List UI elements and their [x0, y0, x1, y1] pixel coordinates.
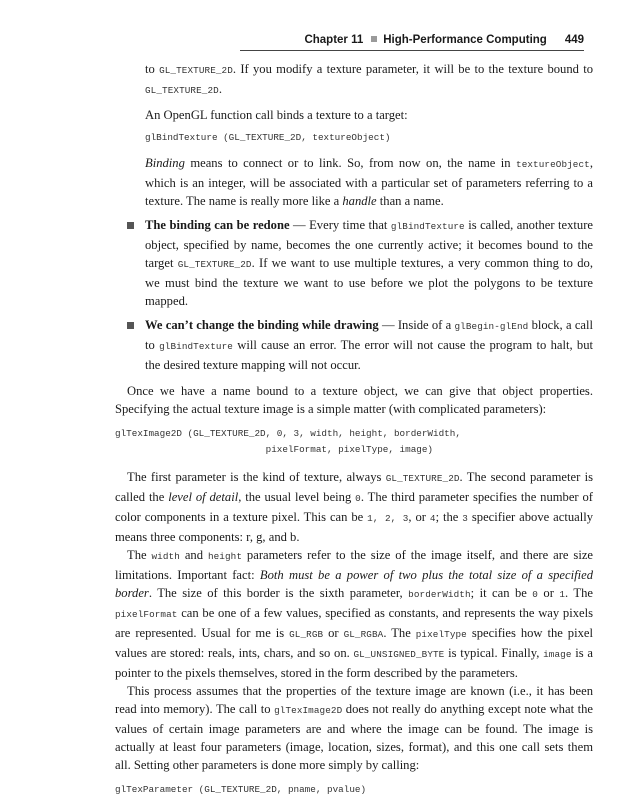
- page-body: [115, 60, 593, 798]
- running-header: [304, 34, 584, 50]
- code-teximage2d: glTexImage2D (GL_TEXTURE_2D, 0, 3, width, height, borderWidth, pixelFormat, pixelType, image): [115, 428, 461, 455]
- paragraph-1: to GL_TEXTURE_2D. If you modify a texture parameter, it will be to the texture bound to GL_TEXTURE_2D.: [145, 62, 593, 96]
- header-separator-icon: [371, 36, 377, 42]
- page-number: 449: [564, 34, 584, 46]
- paragraph-width-height: The width and height parameters refer to the size of the image itself, and there are size limitations. Important fact: Both must be a power of two plus the total size of a specified border. The size of this border is the sixth parameter, borderWidth; it can be 0 or 1. The pixelFormat can be one of a few values, specified as constants, and represents the way pixels are represented. Usual for me is GL_RGB or GL_RGBA. The pixelType specifies how the pixel values are stored: reals, ints, chars, and so on. GL_UNSIGNED_BYTE is typical. Finally, image is a pointer to the pixels themselves, stored in the form described by the parameters.: [115, 548, 593, 680]
- paragraph-properties: Once we have a name bound to a texture object, we can give that object properties. Specifying the actual texture image is a simple matter (with complicated parameters):: [115, 384, 593, 416]
- bullet-square-icon: [127, 222, 134, 229]
- bullet-drawing: We can’t change the binding while drawing — Inside of a glBegin-glEnd block, a call to glBindTexture will cause an error. The error will not cause the program to halt, but the desired texture mapping will not occur.: [115, 316, 593, 374]
- code-bindtexture: glBindTexture (GL_TEXTURE_2D, textureObject): [145, 132, 391, 143]
- paragraph-2: An OpenGL function call binds a texture to a target:: [145, 108, 408, 122]
- paragraph-binding: Binding means to connect or to link. So, from now on, the name in textureObject, which is an integer, will be associated with a particular set of parameters referring to a texture. The name is really more like a handle than a name.: [145, 156, 593, 208]
- code-texparameter: glTexParameter (GL_TEXTURE_2D, pname, pvalue): [115, 784, 367, 795]
- header-rule: [240, 50, 584, 51]
- paragraph-process: This process assumes that the properties of the texture image are known (i.e., it has been read into memory). The call to glTexImage2D does not really do anything except note what the values of certain image parameters are and where the image can be found. The image is actually at least four parameters (image, location, sizes, format), and this one call sets them all. Setting other parameters is done more simply by calling:: [115, 684, 593, 772]
- chapter-label: Chapter 11: [304, 34, 364, 46]
- bullet-square-icon: [127, 322, 134, 329]
- bullet-redone: The binding can be redone — Every time that glBindTexture is called, another texture object, specified by name, becomes the one currently active; it becomes bound to the target GL_TEXTURE_2D. If we want to use multiple textures, a very common thing to do, we must bind the texture we want to use before we plot the polygons to be texture mapped.: [115, 216, 593, 310]
- paragraph-first-parameter: The first parameter is the kind of texture, always GL_TEXTURE_2D. The second parameter is called the level of detail, the usual level being 0. The third parameter specifies the number of color components in a texture pixel. This can be 1, 2, 3, or 4; the 3 specifier above actually means three components: r, g, and b.: [115, 470, 593, 544]
- chapter-title: High-Performance Computing: [383, 34, 547, 46]
